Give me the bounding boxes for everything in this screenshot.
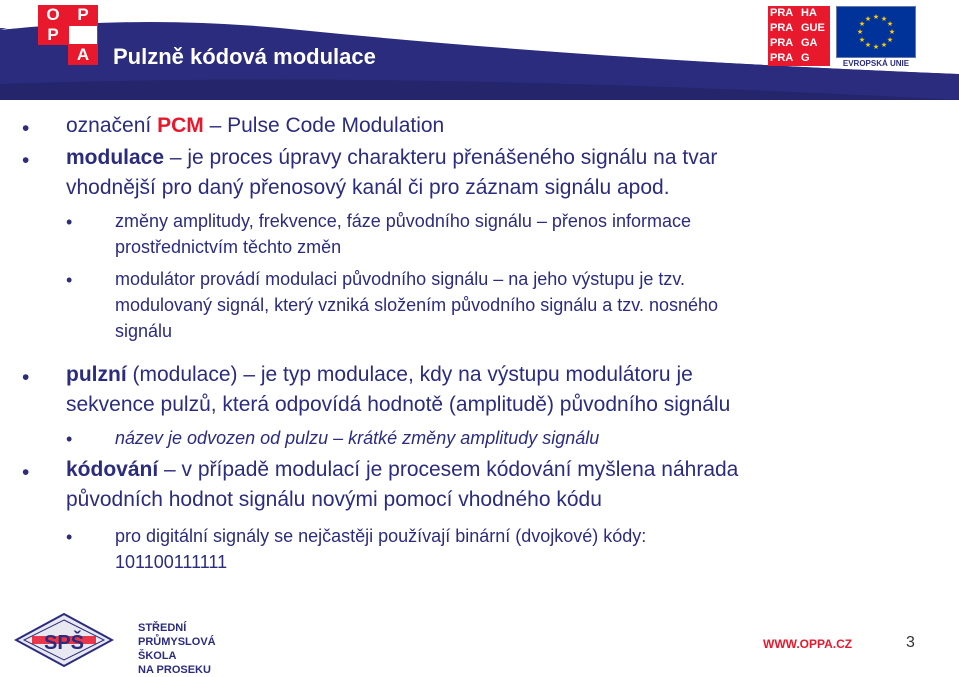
oppa-logo-cell-blank xyxy=(68,25,98,45)
text: – je proces úpravy charakteru přenášeného signálu na tvar xyxy=(164,146,718,169)
text: modulovaný signál, který vzniká složením původního signálu a tzv. nosného xyxy=(115,295,719,315)
text: sekvence pulzů, která odpovídá hodnotě (amplitudě) původního signálu xyxy=(66,393,731,416)
sps-logo xyxy=(14,612,114,668)
praha-logo-cell: PRA xyxy=(768,6,799,21)
text: pro digitální signály se nejčastěji používají binární (dvojkové) kódy: xyxy=(115,526,647,546)
praha-logo xyxy=(768,6,830,66)
svg-text:★: ★ xyxy=(864,15,872,23)
text: – v případě modulací je procesem kódování myšlena náhrada xyxy=(158,458,739,481)
school-line: PRŮMYSLOVÁ xyxy=(138,636,216,648)
term-pcm: PCM xyxy=(157,114,204,137)
praha-logo-cell: G xyxy=(799,51,830,66)
page-title: Pulzně kódová modulace xyxy=(113,44,376,69)
page-number: 3 xyxy=(906,634,915,651)
eu-logo xyxy=(836,6,916,68)
svg-text:★: ★ xyxy=(886,36,894,44)
subbullet-zmeny xyxy=(115,208,935,260)
school-line: NA PROSEKU xyxy=(138,664,211,676)
school-line: ŠKOLA xyxy=(138,650,177,662)
svg-text:★: ★ xyxy=(886,20,894,28)
svg-text:★: ★ xyxy=(858,20,866,28)
svg-text:★: ★ xyxy=(880,41,888,49)
bullet-icon: • xyxy=(66,270,73,290)
praha-logo-cell: PRA xyxy=(768,21,799,36)
text: původních hodnot signálu novými pomocí vhodného kódu xyxy=(66,488,602,511)
oppa-logo-cell: A xyxy=(68,45,98,65)
oppa-logo-cell: P xyxy=(68,5,98,25)
school-name xyxy=(138,621,216,677)
subbullet-digitalni xyxy=(115,523,935,575)
text: modulátor provádí modulaci původního signálu – na jeho výstupu je tzv. xyxy=(115,269,686,289)
text: signálu xyxy=(115,321,173,341)
text: – Pulse Code Modulation xyxy=(203,114,445,137)
svg-text:★: ★ xyxy=(888,28,896,36)
eu-label: EVROPSKÁ UNIE xyxy=(842,59,910,68)
text: (modulace) – je typ modulace, kdy na výstupu modulátoru je xyxy=(126,363,693,386)
bullet-icon: • xyxy=(22,117,30,140)
oppa-logo xyxy=(38,5,98,65)
bullet-icon: • xyxy=(66,212,73,232)
text: vhodnější pro daný přenosový kanál či pro záznam signálu apod. xyxy=(66,176,670,199)
oppa-logo-cell: O xyxy=(38,5,68,25)
bullet-pcm xyxy=(66,111,936,141)
text: název je odvozen od pulzu – krátké změny amplitudy signálu xyxy=(115,428,600,448)
svg-text:★: ★ xyxy=(858,36,866,44)
bullet-icon: • xyxy=(22,366,30,389)
sps-logo-text: SPŠ xyxy=(43,632,85,654)
text: 101100111111 xyxy=(115,552,228,572)
svg-text:★: ★ xyxy=(864,41,872,49)
term-pulzni: pulzní xyxy=(66,363,127,386)
svg-text:★: ★ xyxy=(880,15,888,23)
praha-logo-cell: PRA xyxy=(768,51,799,66)
text: prostřednictvím těchto změn xyxy=(115,237,342,257)
term-kodovani: kódování xyxy=(66,458,159,481)
term-modulace: modulace xyxy=(66,146,165,169)
praha-logo-cell: PRA xyxy=(768,36,799,51)
praha-logo-cell: GUE xyxy=(799,21,830,36)
bullet-kodovani xyxy=(66,455,936,515)
bullet-modulace xyxy=(66,143,936,203)
bullet-icon: • xyxy=(22,461,30,484)
svg-text:★: ★ xyxy=(856,28,864,36)
text: změny amplitudy, frekvence, fáze původního signálu – přenos informace xyxy=(115,211,691,231)
bullet-pulzni xyxy=(66,360,936,420)
praha-logo-cell: GA xyxy=(799,36,830,51)
svg-text:★: ★ xyxy=(872,13,880,21)
eu-flag-icon xyxy=(836,6,916,58)
bullet-icon: • xyxy=(66,429,73,449)
oppa-logo-cell: P xyxy=(38,25,68,45)
svg-text:★: ★ xyxy=(872,43,880,51)
subbullet-nazev xyxy=(115,425,935,451)
bullet-icon: • xyxy=(22,149,30,172)
bullet-icon: • xyxy=(66,527,73,547)
praha-logo-cell: HA xyxy=(799,6,830,21)
text: označení xyxy=(66,114,158,137)
school-line: STŘEDNÍ xyxy=(138,622,187,634)
subbullet-modulator xyxy=(115,266,935,344)
footer-link[interactable]: WWW.OPPA.CZ xyxy=(763,637,853,651)
